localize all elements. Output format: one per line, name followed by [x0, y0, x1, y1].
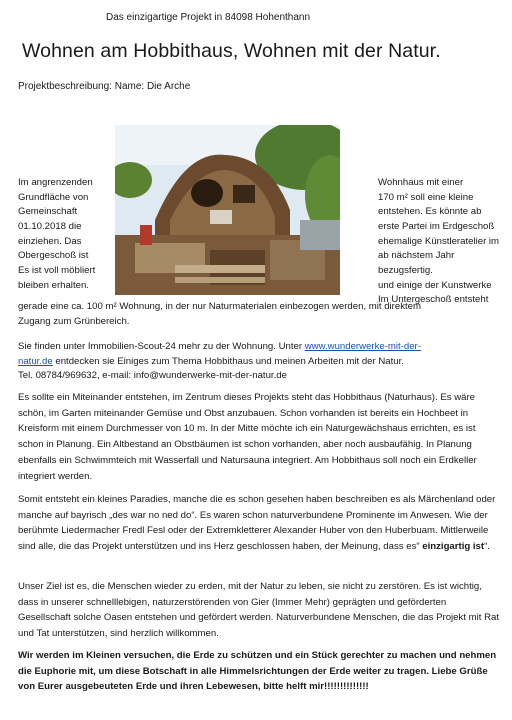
intro-right-line: ehemalige Künstleratelier im	[378, 235, 500, 247]
intro-left-line: einziehen. Das	[18, 235, 82, 247]
intro-left-line: Obergeschoß ist	[18, 250, 89, 262]
intro-continuation-line: Zugang zum Grünbereich.	[18, 315, 130, 327]
intro-left-line: Grundfläche von	[18, 191, 89, 203]
intro-continuation	[18, 300, 500, 329]
contact-intro-text: Sie finden unter Immobilien-Scout-24 mehr zu der Wohnung. Unter	[18, 341, 305, 352]
project-name-line: Projektbeschreibung: Name: Die Arche	[18, 81, 191, 92]
paragraph-paradise-end: “.	[484, 541, 490, 553]
paragraph-goal: Unser Ziel ist es, die Menschen wieder zu erden, mit der Natur zu leben, sie nicht zu zerstören. Es ist wichtig, dass in unserer schnelllebigen, naturzerstörenden von Gier (Immer Mehr) geprägten und geförderten Gesellschaft solche Oasen entstehen und gefördert werden. Naturverbundene Menschen, die das Projekt mit Rat und Tat unterstützen, sind herzlich willkommen.	[18, 581, 500, 640]
intro-right-line: Wohnhaus mit einer	[378, 177, 464, 188]
contact-phone-email: Tel. 08784/969632, e-mail: info@wunderwerke-mit-der-natur.de	[18, 370, 287, 382]
house-photo	[115, 125, 340, 295]
paragraph-paradise	[18, 492, 500, 555]
paragraph-paradise-text: Somit entsteht ein kleines Paradies, manche die es schon gesehen haben beschreiben es als Märchenland oder manche auf bayrisch „des war no ned do“. Es waren schon naturverbundene Prominente im Anwesen. Wie der berühmte Liedermacher Fredl Fesl oder der Extremkletterer Alexander Huber von den Huberbuam. Mittlerweile sind alle, die das Projekt unterstützen und ins Herz geschlossen haben, der Meinung, dass es“	[18, 494, 496, 553]
website-link[interactable]: www.wunderwerke-mit-der-	[304, 341, 421, 352]
intro-left-column	[18, 176, 118, 293]
intro-right-line: ab nächstem Jahr bezugsfertig.	[378, 250, 455, 276]
intro-left-line: Im angrenzenden	[18, 177, 93, 188]
closing-statement: Wir werden im Kleinen versuchen, die Erde zu schützen und ein Stück gerechter zu machen und nehmen die Euphorie mit, um diese Botschaft in alle Himmelsrichtungen der Erde weiter zu tragen. Liebe Grüße von Eurer ausgebeuteten Erde und ihren Lebewesen, bitte helft mir!!!!!!!!!!!!!!	[18, 650, 497, 693]
intro-right-line: entstehen. Es könnte ab	[378, 206, 482, 218]
intro-right-column	[378, 176, 503, 308]
page-title: Wohnen am Hobbithaus, Wohnen mit der Natur.	[22, 40, 441, 62]
website-link-continued[interactable]: natur.de	[18, 355, 53, 367]
intro-left-line: bleiben erhalten.	[18, 279, 89, 291]
intro-right-line: und einige der Kunstwerke	[378, 279, 492, 291]
intro-left-line: Gemeinschaft	[18, 206, 78, 218]
intro-right-line: 170 m² soll eine kleine	[378, 191, 474, 203]
paragraph-paradise-emphasis: einzigartig ist	[419, 541, 485, 553]
intro-continuation-line: gerade eine ca. 100 m² Wohnung, in der nur Naturmaterialen einbezogen werden, mit direktem	[18, 301, 421, 312]
intro-right-line: erste Partei im Erdgeschoß	[378, 220, 495, 232]
contact-block	[18, 340, 500, 384]
paragraph-community: Es sollte ein Miteinander entstehen, im Zentrum dieses Projekts steht das Hobbithaus (Naturhaus). Es wäre schön, im Garten miteinander Gemüse und Obst anzubauen. Schon vorhanden ist bereits ein Hochbeet in Kreisform mit einem Durchmesser von 10 m. In der Mitte möchte ich ein Naturgewächshaus errichten, es ist schon in Planung. Ein Altbestand an Obstbäumen ist schon vorhanden, aber noch ausbaufähig. In Planung ebenfalls ein Schwimmteich mit Wasserfall und Natursauna integriert. Am Hobbithaus soll noch ein Erdkeller integriert werden.	[18, 392, 477, 482]
intro-right-line: Im Untergeschoß entsteht	[378, 294, 489, 306]
contact-website-text: entdecken sie Einiges zum Thema Hobbithaus und meinen Arbeiten mit der Natur.	[52, 355, 404, 367]
intro-left-line: 01.10.2018 die	[18, 220, 82, 232]
header-top-line: Das einzigartige Projekt in 84098 Hohenthann	[106, 12, 311, 23]
intro-left-line: Es ist voll möbliert	[18, 264, 96, 276]
